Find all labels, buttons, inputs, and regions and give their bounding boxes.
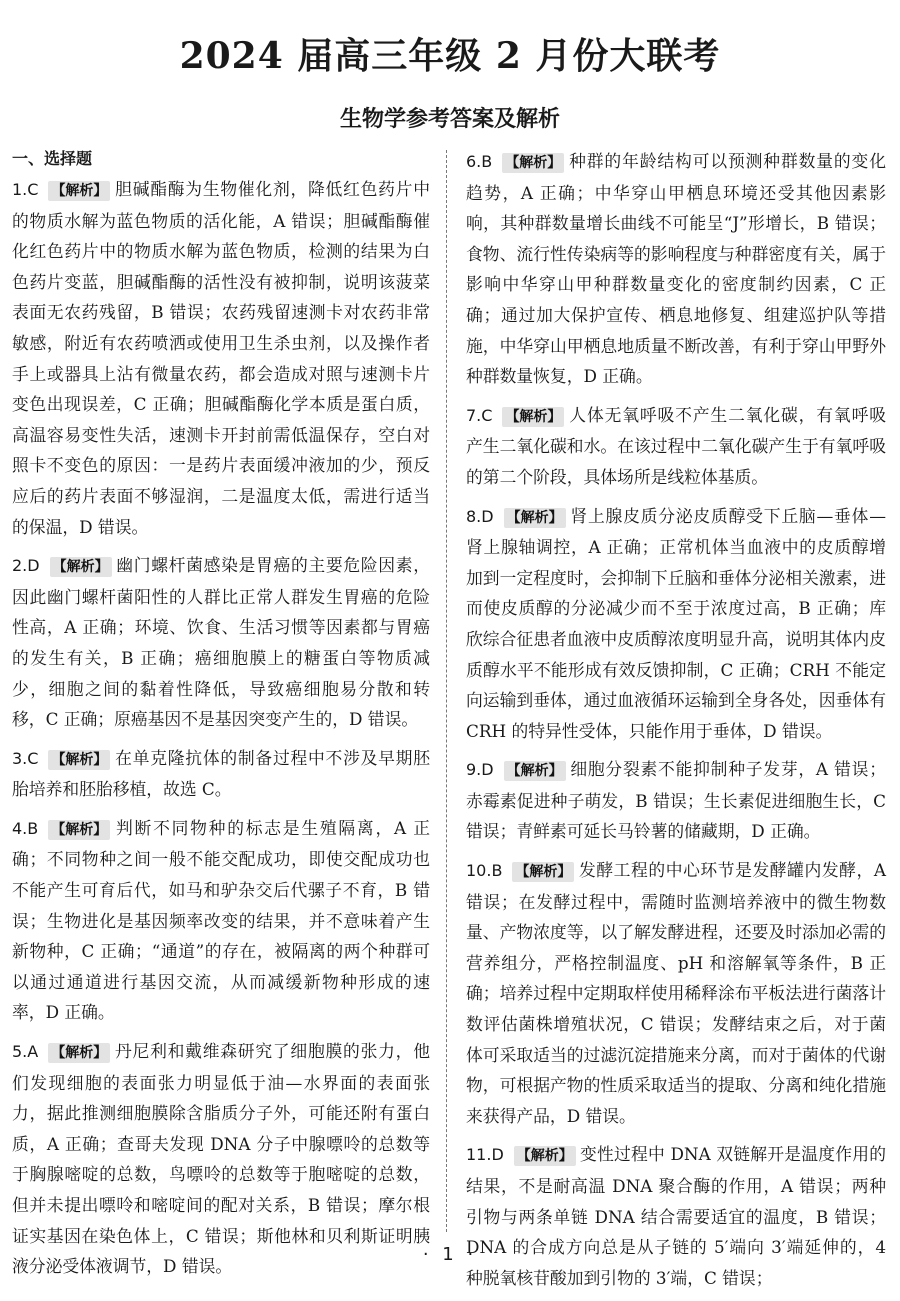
answer-number: 9.D [466,760,494,780]
analysis-tag: 【解析】 [50,557,112,577]
answer-item [12,743,430,805]
column-divider [446,150,447,1232]
page-title: 2024 届高三年级 2 月份大联考 [179,35,721,77]
answer-explanation: 在单克隆抗体的制备过程中不涉及早期胚胎培养和胚胎移植，故选 C。 [12,747,430,800]
answer-number: 6.B [466,152,493,171]
answer-number: 3.C [12,748,39,768]
analysis-tag: 【解析】 [502,153,564,173]
answer-item [466,400,886,493]
answer-item [12,174,430,542]
answer-explanation: 幽门螺杆菌感染是胃癌的主要危险因素，因此幽门螺杆菌阳性的人群比正常人群发生胃癌的危险性高，A 正确；环境、饮食、生活习惯等因素都与胃癌的发生有关，B 正确；癌细胞膜上的糖蛋白等物质减少，细胞之间的黏着性降低，导致癌细胞易分散和转移，C 正确；原癌基因不是基因突变产生的，D 错误。 [12,555,430,730]
answer-explanation: 种群的年龄结构可以预测种群数量的变化趋势，A 正确；中华穿山甲栖息环境还受其他因素影响，其种群数量增长曲线不可能呈“J”形增长，B 错误；食物、流行性传染病等的影响程度与种群密度有关，属于影响中华穿山甲种群数量变化的密度制约因素，C 正确；通过加大保护宣传、栖息地修复、组建巡护队等措施，中华穿山甲栖息地质量不断改善，有利于穿山甲野外种群数量恢复，D 正确。 [466,151,886,387]
answer-explanation: 胆碱酯酶为生物催化剂，降低红色药片中的物质水解为蓝色物质的活化能，A 错误；胆碱酯酶催化红色药片中的物质水解为蓝色物质，检测的结果为白色药片变蓝，胆碱酯酶的活性没有被抑制，说明该菠菜表面无农药残留，B 错误；农药残留速测卡对农药非常敏感，附近有农药喷洒或使用卫生杀虫剂，以及操作者手上或器具上沾有微量农药，都会造成对照与速测卡片变色出现误差，C 正确；胆碱酯酶化学本质是蛋白质，高温容易变性失活，速测卡开封前需低温保存，空白对照卡不变色的原因：一是药片表面缓冲液加的少，预反应后的药片表面不够湿润，二是温度太低，需进行适当的保温，D 错误。 [12,179,430,537]
answer-number: 11.D [466,1145,504,1165]
answer-explanation: 丹尼利和戴维森研究了细胞膜的张力，他们发现细胞的表面张力明显低于油—水界面的表面张力，据此推测细胞膜除含脂质分子外，可能还附有蛋白质，A 正确；查哥夫发现 DNA 分子中腺嘌呤的总数等于胸腺嘧啶的总数，鸟嘌呤的总数等于胞嘧啶的总数，但并未提出嘌呤和嘧啶间的配对关系，B 错误；摩尔根证实基因在染色体上，C 错误；斯他林和贝利斯证明胰液分泌受体液调节，D 错误。 [12,1041,430,1277]
right-column [466,146,886,1301]
analysis-tag: 【解析】 [512,862,574,882]
analysis-tag: 【解析】 [48,750,110,770]
analysis-tag: 【解析】 [48,181,110,201]
analysis-tag: 【解析】 [502,407,564,427]
answer-explanation: 变性过程中 DNA 双链解开是温度作用的结果，不是耐高温 DNA 聚合酶的作用，A 错误；两种引物与两条单链 DNA 结合需要适宜的温度，B 错误；DNA 的合成方向总是从子链的 5′端向 3′端延伸的，4 种脱氧核苷酸加到引物的 3′端，C 错误； [466,1144,886,1288]
answer-explanation: 判断不同物种的标志是生殖隔离，A 正确；不同物种之间一般不能交配成功，即使交配成功也不能产生可育后代，如马和驴杂交后代骡子不育，B 错误；生物进化是基因频率改变的结果，并不意味着产生新物种，C 正确；“通道”的存在，被隔离的两个种群可以通过通道进行基因交流，从而减缓新物种形成的速率，D 正确。 [12,817,430,1023]
answer-explanation: 人体无氧呼吸不产生二氧化碳，有氧呼吸产生二氧化碳和水。在该过程中二氧化碳产生于有氧呼吸的第二个阶段，具体场所是线粒体基质。 [466,404,886,487]
answer-number: 2.D [12,556,40,576]
answer-item [12,813,430,1028]
answer-number: 10.B [466,861,503,881]
answer-item [466,754,886,847]
answer-number: 8.D [466,506,494,526]
answer-explanation: 肾上腺皮质分泌皮质醇受下丘脑—垂体—肾上腺轴调控，A 正确；正常机体当血液中的皮质醇增加到一定程度时，会抑制下丘脑和垂体分泌相关激素，进而使皮质醇的分泌减少而不至于浓度过高，B 正确；库欣综合征患者血液中皮质醇浓度明显升高，说明其体内皮质醇水平不能形成有效反馈抑制，C 正确；CRH 不能定向运输到垂体，通过血液循环运输到全身各处，因垂体有 CRH 的特异性受体，只能作用于垂体，D 错误。 [466,505,886,741]
answer-item [466,855,886,1131]
answer-number: 4.B [12,818,39,838]
analysis-tag: 【解析】 [514,1146,576,1166]
analysis-tag: 【解析】 [48,1043,110,1063]
section-heading: 一、选择题 [12,149,93,168]
page-subtitle: 生物学参考答案及解析 [339,107,560,132]
answer-item [466,501,886,747]
left-column [12,146,430,1290]
analysis-tag: 【解析】 [504,761,566,781]
answer-number: 1.C [12,180,39,199]
answer-item [466,146,886,392]
answer-number: 7.C [466,405,493,425]
page-number: · 1 · [422,1244,478,1265]
analysis-tag: 【解析】 [504,508,566,528]
answer-explanation: 发酵工程的中心环节是发酵罐内发酵，A 错误；在发酵过程中，需随时监测培养液中的微生物数量、产物浓度等，以了解发酵进程，还要及时添加必需的营养组分，严格控制温度、pH 和溶解氧等条件，B 正确；培养过程中定期取样使用稀释涂布平板法进行菌落计数评估菌株增殖状况，C 错误；发酵结束之后，对于菌体可采取适当的过滤沉淀措施来分离，而对于菌体的代谢物，可根据产物的性质采取适当的提取、分离和纯化措施来获得产品，D 错误。 [466,860,886,1126]
answer-item [466,1139,886,1293]
answer-explanation: 细胞分裂素不能抑制种子发芽，A 错误；赤霉素促进种子萌发，B 错误；生长素促进细胞生长，C 错误；青鲜素可延长马铃薯的储藏期，D 正确。 [466,759,886,842]
answer-number: 5.A [12,1042,39,1062]
analysis-tag: 【解析】 [48,820,110,840]
answer-item [12,550,430,735]
